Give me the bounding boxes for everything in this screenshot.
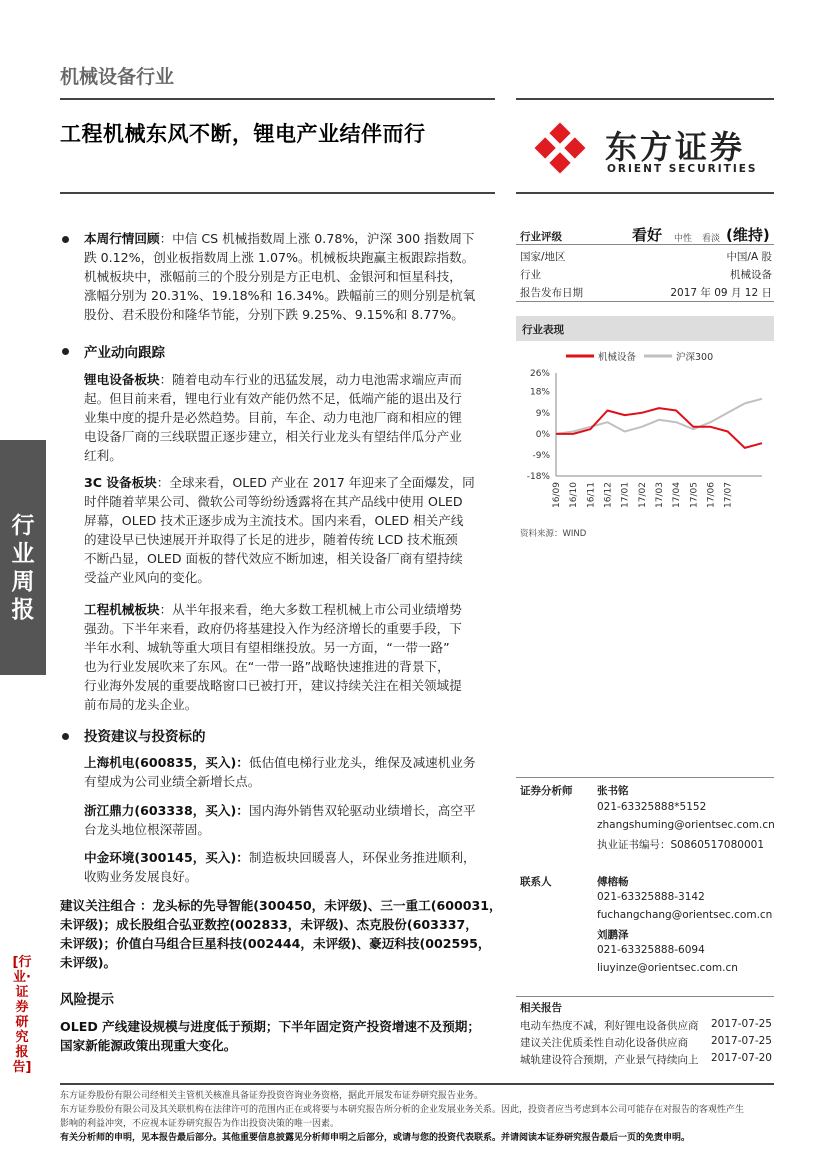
- section-heading-risk: 风险提示: [60, 992, 114, 1008]
- report-category-tag: [行业·证券研究报告]: [12, 955, 32, 1075]
- footer-disclaimer: 东方证券股份有限公司经相关主管机关核准具备证券投资咨询业务资格，据此开展发布证券研究报告业务。 东方证券股份有限公司及其关联机构在法律许可的范围内正在或将要与本研究报告所分析的企业发展业务关系。因此，投资者应当考虑到本公司可能存在对报告的客观性产生 影响的利益冲突，不应视本证券研究报告为作出投资决策的唯一因素。 有关分析师的申明，见本报告最后部分。其他重要信息披露见分析师申明之后部分，或请与您的投资代表联系。并请阅读本证券研究报告最后一页的免责申明。: [60, 1091, 745, 1143]
- contact-email[interactable]: liuyinze@orientsec.com.cn: [597, 962, 738, 974]
- y-tick-label: 26%: [529, 369, 550, 379]
- contact-phone: 021-63325888-3142: [597, 891, 705, 903]
- related-item-title[interactable]: 建议关注优质柔性自动化设备供应商: [520, 1037, 688, 1049]
- x-tick-label: 16/12: [603, 482, 614, 508]
- contact-name: 傅榕畅: [597, 876, 629, 888]
- page-title: 工程机械东风不断，锂电产业结伴而行: [60, 122, 426, 146]
- rating-option: 看淡: [702, 234, 721, 244]
- logo-text-cn: 东方证券: [605, 128, 746, 166]
- info-value: 中国/A 股: [726, 251, 772, 263]
- rating-option: 中性: [674, 234, 693, 244]
- x-tick-label: 17/06: [706, 482, 717, 508]
- related-item-date: 2017-07-20: [710, 1052, 772, 1064]
- section-heading-trends: 产业动向跟踪: [84, 345, 165, 361]
- related-label: 相关报告: [520, 1002, 562, 1014]
- y-tick-label: 0%: [535, 429, 550, 440]
- footer-divider: [60, 1083, 774, 1085]
- bullet-icon: [62, 348, 69, 355]
- related-item-date: 2017-07-25: [710, 1018, 772, 1030]
- contact-name: 刘鹏泽: [597, 929, 629, 941]
- x-tick-label: 17/07: [723, 482, 734, 508]
- header-divider-right: [516, 98, 774, 100]
- analyst-label: 证券分析师: [520, 785, 573, 797]
- y-tick-label: 18%: [529, 387, 550, 398]
- section-heading-investment: 投资建议与投资标的: [84, 729, 206, 745]
- x-tick-label: 17/04: [672, 482, 683, 508]
- y-tick-label: -18%: [526, 472, 550, 482]
- chart-title: 行业表现: [522, 324, 564, 336]
- weekly-review: 本周行情回顾：中信 CS 机械指数周上涨 0.78%，沪深 300 指数周下 跌 0.12%，创业板指数周上涨 1.07%。机械板块跑赢主板跟踪指数。 机械板块中，涨幅前三的个股分别是方正电机、金银河和恒星科技， 涨幅分别为 20.31%、19.18%和 16.34%。跌幅前三的则分别是杭氧 股份、君禾股份和隆华节能，分别下跌 9.25%、9.15%和 8.77%。: [84, 231, 476, 322]
- combo-recommendation: 建议关注组合 ：龙头标的先导智能(300450，未评级)、三一重工(600031， 未评级)；成长股组合弘亚数控(002833，未评级)、杰克股份(603337， 未评级)；价值白马组合巨星科技(002444，未评级)、豪迈科技(002595， 未评级)。: [60, 898, 502, 970]
- lithium-paragraph: 锂电设备板块：随着电动车行业的迅猛发展，动力电池需求端应声而 起。但目前来看，锂电行业有效产能仍然不足，低端产能的退出及行 业集中度的提升是必然趋势。目前，车企、动力电池厂商和相应的锂 电设备厂商的三线联盟正逐步建立，相关行业龙头有望结伴瓜分产业 红利。: [84, 372, 462, 463]
- pick-3: 中金环境(300145，买入)：制造板块回暖喜人，环保业务推进顺利， 收购业务发展良好。: [84, 850, 476, 884]
- risk-text: OLED 产线建设规模与进度低于预期；下半年固定资产投资增速不及预期； 国家新能源政策出现重大变化。: [60, 1019, 480, 1053]
- info-key: 行业: [520, 269, 541, 281]
- title-divider: [60, 192, 495, 194]
- divider: [516, 301, 774, 302]
- divider: [516, 777, 774, 778]
- related-item-title[interactable]: 城轨建设符合预期，产业景气持续向上: [520, 1054, 699, 1066]
- x-tick-label: 17/02: [637, 482, 648, 508]
- oled-paragraph: 3C 设备板块：全球来看，OLED 产业在 2017 年迎来了全面爆发，同 时伴随着苹果公司、微软公司等纷纷透露将在其产品线中使用 OLED 屏幕，OLED 技术正逐步成为主流技术。国内来看，OLED 相关产线 的建设早已快速展开并取得了长足的进步，随着传统 LCD 技术瓶颈 不断凸显，OLED 面板的替代效应不断加速，相关设备厂商有望持续 受益产业风向的变化。: [84, 475, 475, 585]
- construction-paragraph: 工程机械板块：从半年报来看，绝大多数工程机械上市公司业绩增势 强劲。下半年来看，政府仍将基建投入作为经济增长的重要手段，下 半年水利、城轨等重大项目有望相继投放。另一方面，“一带一路” 也为行业发展吹来了东风。在“一带一路”战略快速推进的背景下， 行业海外发展的重要战略窗口已被打开，建议持续关注在相关领域提 前布局的龙头企业。: [84, 602, 462, 712]
- bullet-icon: [62, 236, 69, 243]
- industry-performance-chart: [516, 343, 776, 523]
- rating-value: 看好: [632, 226, 663, 244]
- contact-email[interactable]: fuchangchang@orientsec.com.cn: [597, 909, 773, 921]
- divider: [516, 996, 774, 997]
- y-tick-label: -9%: [532, 450, 550, 461]
- x-tick-label: 17/03: [655, 482, 665, 508]
- x-tick-label: 16/09: [552, 482, 562, 508]
- info-key: 报告发布日期: [520, 287, 583, 299]
- report-type-label: 行业周报: [11, 513, 35, 623]
- x-tick-label: 16/10: [569, 482, 580, 508]
- analyst-email[interactable]: zhangshuming@orientsec.com.cn: [597, 819, 775, 831]
- related-item-date: 2017-07-25: [710, 1035, 772, 1047]
- bullet-icon: [62, 733, 69, 740]
- analyst-license: 执业证书编号：S0860517080001: [597, 839, 765, 851]
- legend-label-2: 沪深300: [676, 352, 714, 363]
- pick-2: 浙江鼎力(603338，买入)：国内海外销售双轮驱动业绩增长，高空平 台龙头地位根深蒂固。: [84, 803, 476, 837]
- pick-1: 上海机电(600835，买入)：低估值电梯行业龙头，维保及减速机业务 有望成为公司业绩全新增长点。: [84, 755, 476, 789]
- x-tick-label: 16/11: [586, 482, 597, 508]
- title-divider-right: [516, 192, 774, 194]
- header-divider: [60, 98, 495, 100]
- info-key: 国家/地区: [520, 251, 566, 263]
- y-tick-label: 9%: [535, 408, 550, 419]
- analyst-phone: 021-63325888*5152: [597, 801, 707, 813]
- contacts-label: 联系人: [520, 876, 552, 888]
- rating-label: 行业评级: [520, 231, 562, 243]
- series-line-2: [556, 399, 762, 434]
- section-label: 本周行情回顾: [84, 231, 160, 246]
- rating-status: (维持): [726, 226, 770, 244]
- legend-label-1: 机械设备: [598, 352, 637, 363]
- x-tick-label: 17/05: [689, 482, 700, 508]
- info-value: 2017 年 09 月 12 日: [670, 287, 772, 299]
- contact-phone: 021-63325888-6094: [597, 944, 705, 956]
- chart-source: 资料来源：WIND: [520, 529, 587, 539]
- divider: [516, 244, 774, 245]
- info-value: 机械设备: [730, 269, 772, 281]
- logo-icon: [530, 118, 590, 178]
- analyst-name: 张书铭: [597, 785, 629, 797]
- industry-name: 机械设备行业: [60, 66, 175, 88]
- related-item-title[interactable]: 电动车热度不减，利好锂电设备供应商: [520, 1020, 699, 1032]
- logo-text-en: ORIENT SECURITIES: [607, 163, 758, 175]
- x-tick-label: 17/01: [620, 482, 631, 508]
